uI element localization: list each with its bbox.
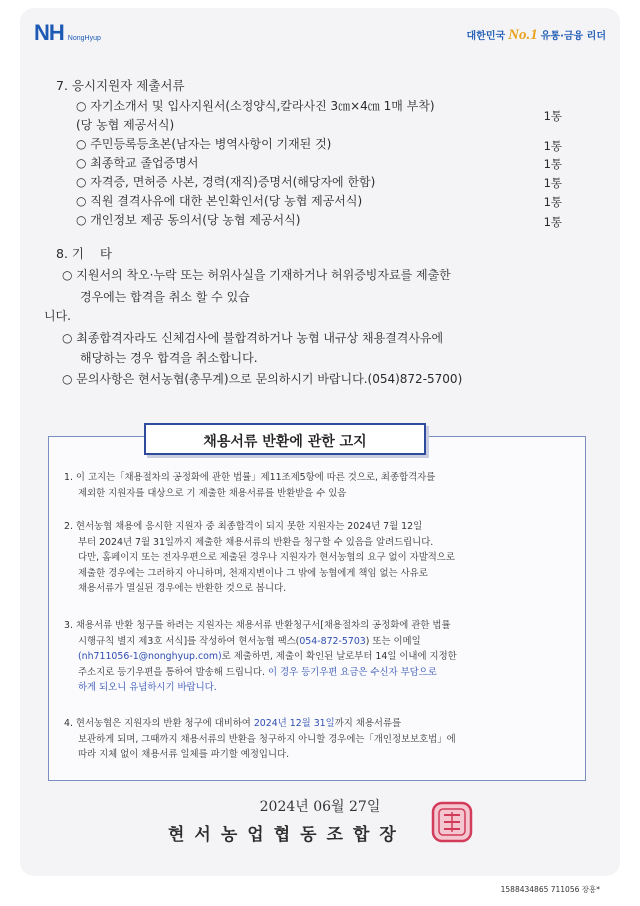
doc-item-3: ○ 최종학교 졸업증명서 — [76, 156, 199, 170]
notice-item-3-line4 — [64, 665, 564, 681]
misc-para-1-line3: 니다. — [44, 309, 71, 323]
doc-item-1: ○ 자기소개서 및 입사지원서(소정양식,칼라사진 3㎝×4㎝ 1매 부착) — [76, 99, 435, 113]
notice-item-4-line3: 따라 지체 없이 채용서류 일체를 파기할 예정입니다. — [78, 749, 290, 760]
notice-item-4-line1 — [64, 716, 564, 732]
doc-item-6: ○ 개인정보 제공 동의서(당 농협 제공서식) — [76, 213, 301, 227]
notice-item-2-line2: 부터 2024년 7월 31일까지 제출한 채용서류의 반환을 청구할 수 있음을 알려드립니다. — [78, 536, 434, 548]
doc-item-4-count: 1통 — [543, 176, 562, 190]
fax-transmission-line: 1588434865 711056 장흥* — [500, 885, 600, 894]
notice-item-2-line3: 다만, 홈페이지 또는 전자우편으로 제출된 경우나 지원자가 현서농협의 요구 없이 자발적으로 — [78, 552, 455, 563]
email-address: (nh711056-1@nonghyup.com) — [78, 651, 222, 662]
notice-item-4-line1-tail: 까지 채용서류를 — [334, 718, 402, 729]
notice-item-2-line4: 제출한 경우에는 그러하지 아니하며, 천재지변이나 그 밖에 농협에게 책임 없는 사유로 — [78, 567, 428, 579]
notice-item-2-line5: 채용서류가 멸실된 경우에는 반환한 것으로 봅니다. — [78, 583, 287, 594]
doc-item-2: ○ 주민등록등초본(남자는 병역사항이 기재된 것) — [76, 137, 332, 151]
notice-item-3-line4-text: 주소지로 등기우편을 통하여 발송해 드립니다. — [78, 666, 268, 678]
slogan-no1: No.1 — [508, 27, 538, 43]
notice-title-box — [144, 423, 426, 455]
logo-sub: NongHyup — [67, 35, 101, 42]
notice-item-1 — [64, 470, 564, 501]
section7-heading: 7. 응시지원자 제출서류 — [56, 78, 185, 93]
doc-item-4: ○ 자격증, 면허증 사본, 경력(재직)증명서(해당자에 한함) — [76, 175, 376, 189]
slogan-suffix: 유통·금융 리더 — [540, 31, 606, 42]
official-seal-icon — [430, 800, 474, 844]
slogan-prefix: 대한민국 — [466, 31, 506, 42]
retention-date: 2024년 12월 31일 — [253, 718, 335, 729]
misc-para-3: ○ 문의사항은 현서농협(총무계)으로 문의하시기 바랍니다.(054)872-5700) — [62, 372, 463, 386]
doc-item-1-note: (당 농협 제공서식) — [76, 118, 175, 132]
notice-item-3-line5: 하게 되오니 유념하시기 바랍니다. — [78, 682, 217, 693]
notice-item-2 — [64, 519, 564, 597]
notice-item-3-line3-tail: 로 제출하면, 제출이 확인된 날로부터 14일 이내에 지정한 — [221, 651, 457, 662]
notice-item-2-line1: 2. 현서농협 채용에 응시한 지원자 중 최종합격이 되지 못한 지원자는 2024년 7월 12일 — [64, 521, 423, 532]
organization-signature: 현서농업협동조합장 — [168, 825, 406, 845]
doc-item-3-count: 1통 — [543, 157, 562, 171]
notice-item-4-line2: 보관하게 되며, 그때까지 채용서류의 반환을 청구하지 아니할 경우에는「개인정보보호법」에 — [78, 733, 456, 745]
nh-logo — [34, 20, 101, 46]
fax-number: 054-872-5703 — [299, 635, 366, 647]
notice-item-4-line1-text: 4. 현서농협은 지원자의 반환 청구에 대비하여 — [64, 718, 254, 729]
notice-item-3-line1: 3. 채용서류 반환 청구를 하려는 지원자는 채용서류 반환청구서[채용절차의 공정화에 관한 법률 — [64, 620, 451, 631]
misc-para-1-line2: 경우에는 합격을 취소 할 수 있습 — [80, 290, 250, 304]
section8-heading: 8. 기 타 — [56, 246, 112, 261]
notice-item-3-line4-blue: 이 경우 등기우편 요금은 수신자 부담으로 — [267, 666, 437, 678]
notice-title: 채용서류 반환에 관한 고지 — [203, 434, 367, 450]
doc-item-6-count: 1통 — [543, 215, 562, 229]
misc-para-2-line2: 해당하는 경우 합격을 취소합니다. — [80, 351, 258, 365]
notice-item-3-line2-tail: ) 또는 이메일 — [365, 635, 421, 647]
notice-item-3-line2 — [64, 634, 564, 650]
notice-item-1-line2: 제외한 지원자를 대상으로 기 제출한 채용서류를 반환받을 수 있음 — [78, 487, 347, 499]
notice-item-3-line3 — [64, 649, 564, 665]
doc-item-1-count: 1통 — [543, 109, 562, 123]
logo-main: NH — [34, 20, 64, 45]
misc-para-1-line1: ○ 지원서의 착오·누락 또는 허위사실을 기재하거나 허위증빙자료를 제출한 — [62, 268, 451, 282]
notice-item-3 — [64, 618, 564, 696]
doc-item-5: ○ 직원 결격사유에 대한 본인확인서(당 농협 제공서식) — [76, 194, 363, 208]
document-date: 2024년 06월 27일 — [259, 799, 381, 815]
doc-item-5-count: 1통 — [543, 195, 562, 209]
misc-para-2-line1: ○ 최종합격자라도 신체검사에 불합격하거나 농협 내규상 채용결격사유에 — [62, 331, 444, 345]
notice-item-4 — [64, 716, 564, 763]
slogan — [467, 27, 606, 44]
notice-item-1-line1: 1. 이 고지는「채용절차의 공정화에 관한 법률」제11조제5항에 따른 것으로, 최종합격자를 — [64, 472, 436, 483]
notice-item-3-line2-text: 시행규칙 별지 제3호 서식]를 작성하여 현서농협 팩스( — [78, 635, 300, 647]
doc-item-2-count: 1통 — [543, 139, 562, 153]
